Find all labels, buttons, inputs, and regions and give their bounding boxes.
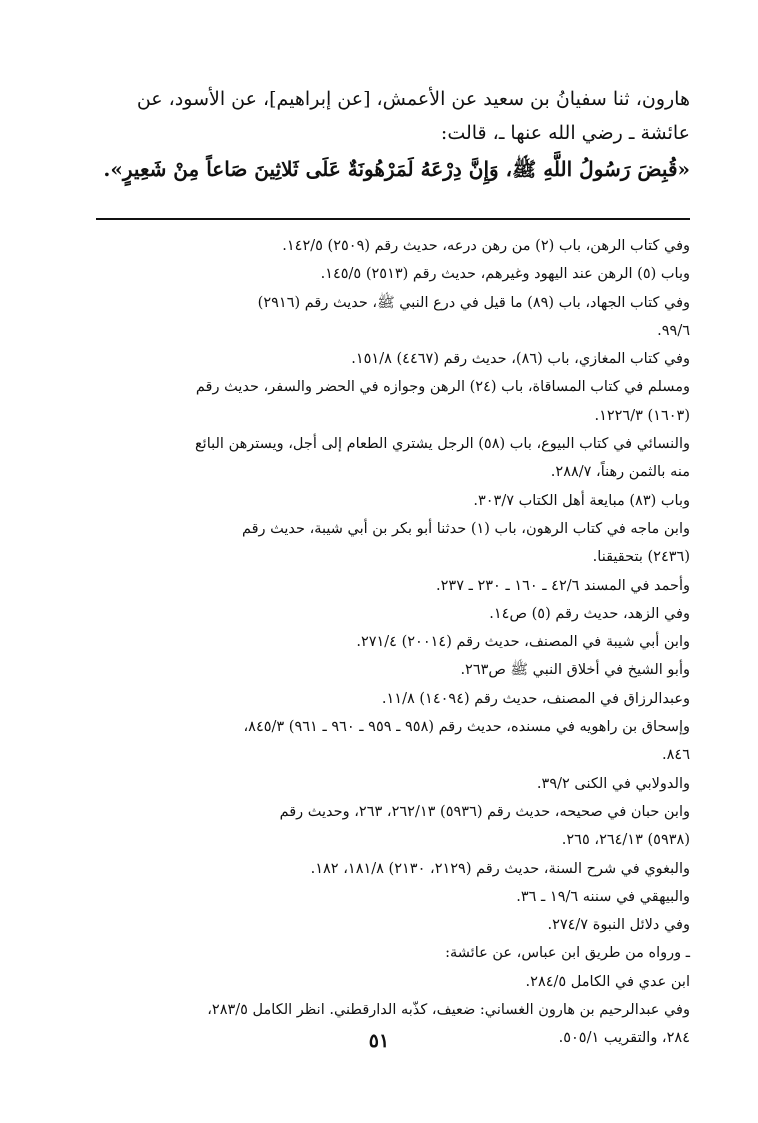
footnote-line: والدولابي في الكنى ٣٩/٢. (536, 775, 690, 792)
footnote-line: وباب (٥) الرهن عند اليهود وغيرهم، حديث رقم (٢٥١٣) ١٤٥/٥. (320, 266, 690, 283)
footnotes (92, 232, 690, 1053)
footnote-line: وابن حبان في صحيحه، حديث رقم (٥٩٣٦) ٢٦٢/١٣، ٢٦٣، وحديث رقم (279, 803, 690, 820)
footnote-line: (٢٤٣٦) بتحقيقنا. (592, 549, 690, 566)
footnote-line: وفي كتاب الرهن، باب (٢) من رهن درعه، حديث رقم (٢٥٠٩) ١٤٢/٥. (282, 238, 690, 254)
footnote-line: ٢٨٤، والتقريب ٥٠٥/١. (558, 1030, 690, 1047)
footnote-line: ٨٤٦. (662, 747, 690, 764)
main-text (68, 82, 690, 186)
footnote-line: وفي كتاب المغازي، باب (٨٦)، حديث رقم (٤٤٦٧) ١٥١/٨. (351, 351, 690, 368)
footnote-line: وفي كتاب الجهاد، باب (٨٩) ما قيل في درع النبي ﷺ، حديث رقم (٢٩١٦) (257, 294, 690, 311)
footnote-line: ـ ورواه من طريق ابن عباس، عن عائشة: (445, 945, 690, 962)
footnote-line: (٥٩٣٨) ٢٦٤/١٣، ٢٦٥. (561, 832, 690, 849)
footnote-line: والبغوي في شرح السنة، حديث رقم (٢١٢٩، ٢١٣٠) ١٨١/٨، ١٨٢. (310, 860, 690, 877)
hadith-quote: «قُبِضَ رَسُولُ اللَّهِ ﷺ، وَإِنَّ دِرْعَهُ لَمَرْهُونَةٌ عَلَى ثَلاثِينَ صَاعاً مِنْ شَعِيرٍ». (103, 157, 690, 181)
footnote-line: منه بالثمن رهناً، ٢٨٨/٧. (550, 464, 690, 481)
footnote-line: وإسحاق بن راهويه في مسنده، حديث رقم (٩٥٨ ـ ٩٥٩ ـ ٩٦٠ ـ ٩٦١) ٨٤٥/٣، (243, 719, 690, 736)
footnote-line: والبيهقي في سننه ١٩/٦ ـ ٣٦. (516, 888, 690, 905)
footnote-line: (١٦٠٣) ١٢٢٦/٣. (594, 407, 690, 424)
footnote-line: وأبو الشيخ في أخلاق النبي ﷺ ص٢٦٣. (460, 662, 690, 679)
footnote-line: ابن عدي في الكامل ٢٨٤/٥. (525, 973, 690, 990)
footnote-line: وعبدالرزاق في المصنف، حديث رقم (١٤٠٩٤) ١١/٨. (381, 690, 690, 707)
footnote-line: وفي دلائل النبوة ٢٧٤/٧. (547, 917, 690, 934)
footnote-line: وابن ماجه في كتاب الرهون، باب (١) حدثنا أبو بكر بن أبي شيبة، حديث رقم (241, 520, 690, 537)
footnote-line: وباب (٨٣) مبايعة أهل الكتاب ٣٠٣/٧. (473, 492, 690, 509)
footnote-divider (96, 218, 690, 220)
footnote-line: وابن أبي شيبة في المصنف، حديث رقم (٢٠٠١٤) ٢٧١/٤. (356, 634, 690, 651)
footnote-line: وأحمد في المسند ٤٢/٦ ـ ١٦٠ ـ ٢٣٠ ـ ٢٣٧. (436, 577, 690, 594)
footnote-line: وفي الزهد، حديث رقم (٥) ص١٤. (489, 605, 690, 622)
footnote-line: والنسائي في كتاب البيوع، باب (٥٨) الرجل يشتري الطعام إلى أجل، ويسترهن البائع (194, 436, 690, 453)
footnote-line: ومسلم في كتاب المساقاة، باب (٢٤) الرهن وجوازه في الحضر والسفر، حديث رقم (195, 379, 690, 396)
main-text-line: عائشة ـ رضي الله عنها ـ، قالت: (440, 122, 690, 144)
page-number: ٥١ (368, 1030, 390, 1052)
footnote-line: ٩٩/٦. (657, 322, 690, 339)
main-text-line: هارون، ثنا سفيانُ بن سعيد عن الأعمش، [عن إبراهيم]، عن الأسود، عن (136, 88, 690, 110)
footnote-line: وفي عبدالرحيم بن هارون الغساني: ضعيف، كذّبه الدارقطني. انظر الكامل ٢٨٣/٥، (207, 1002, 690, 1019)
